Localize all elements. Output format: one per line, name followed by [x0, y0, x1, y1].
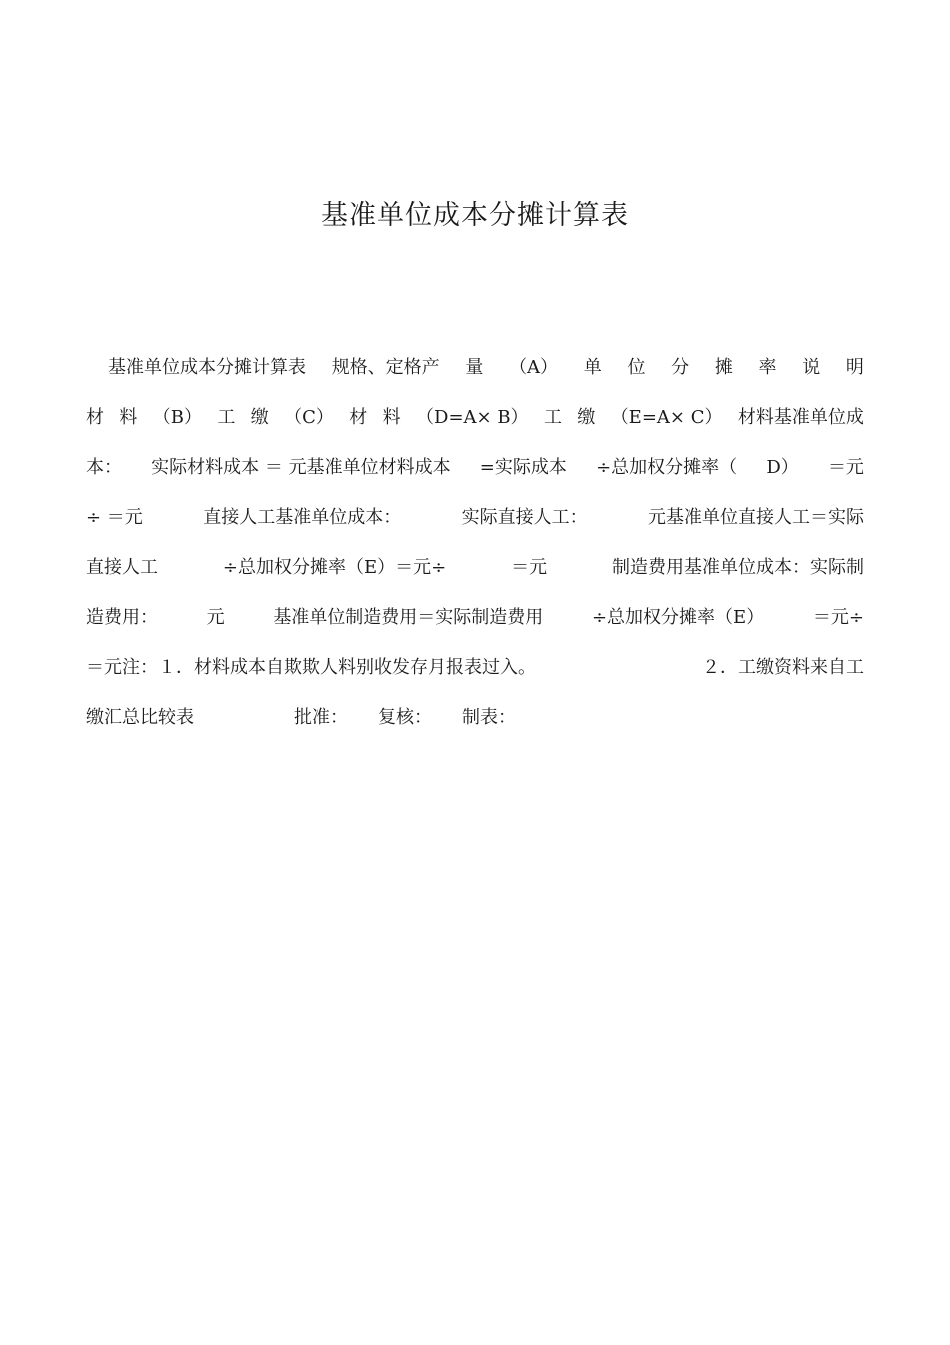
text-segment: 工 — [217, 407, 236, 428]
body-line-4 — [86, 493, 864, 543]
text-segment: 直接人工基准单位成本： — [203, 507, 402, 528]
text-segment: 缴 — [577, 407, 596, 428]
text-segment: 实际材料成本 ＝ 元基准单位材料成本 — [151, 457, 451, 478]
text-segment: 单 — [583, 357, 602, 378]
text-segment: （A） — [509, 357, 559, 378]
body-line-2 — [86, 393, 864, 443]
text-segment: 材料基准单位成 — [737, 407, 864, 428]
text-segment: 材 — [349, 407, 368, 428]
text-segment: （E=A× C） — [610, 407, 723, 428]
body-line-8 — [86, 693, 864, 743]
document-body — [86, 343, 864, 743]
text-segment: 元基准单位直接人工＝实际 — [647, 507, 864, 528]
text-segment: 材 — [86, 407, 104, 428]
document-title: 基准单位成本分摊计算表 — [321, 200, 629, 231]
text-segment: ２．工缴资料来自工 — [702, 657, 864, 678]
text-segment: 制造费用基准单位成本：实际制 — [611, 557, 864, 578]
text-segment: ÷ ＝元 — [86, 507, 143, 528]
approved-by-label: 批准： — [294, 707, 348, 728]
body-line-6 — [86, 593, 864, 643]
text-segment: ＝元 — [511, 557, 548, 578]
text-segment: 造费用： — [86, 607, 158, 628]
body-line-5 — [86, 543, 864, 593]
body-line-3 — [86, 443, 864, 493]
text-segment: 说 — [802, 357, 821, 378]
text-segment: 量 — [465, 357, 484, 378]
text-segment: ＝元 — [827, 457, 864, 478]
text-segment: ÷总加权分摊率（E）＝元÷ — [222, 557, 447, 578]
text-segment: ÷总加权分摊率（ — [596, 457, 738, 478]
text-segment: 直接人工 — [86, 557, 158, 578]
text-segment: （C） — [284, 407, 334, 428]
text-segment: 实际直接人工： — [461, 507, 588, 528]
text-segment: 本： — [86, 457, 122, 478]
body-line-7 — [86, 643, 864, 693]
text-segment: 料 — [119, 407, 138, 428]
text-segment: 基准单位成本分摊计算表 — [108, 357, 306, 378]
text-segment: 缴 — [250, 407, 269, 428]
text-segment: 率 — [758, 357, 777, 378]
text-segment: D） — [766, 457, 799, 478]
text-segment: （D=A× B） — [416, 407, 529, 428]
text-segment: =实际成本 — [479, 457, 567, 478]
text-segment: 元 — [206, 607, 225, 628]
text-segment: 规格、定格产 — [331, 357, 440, 378]
text-segment: ＝元÷ — [812, 607, 864, 628]
text-segment: ＝元注：１．材料成本自欺欺人料别收发存月报表过入。 — [86, 657, 536, 678]
text-segment: ÷总加权分摊率（E） — [591, 607, 765, 628]
text-segment: 摊 — [714, 357, 733, 378]
text-segment: 料 — [382, 407, 401, 428]
reviewed-by-label: 复核： — [378, 707, 432, 728]
text-segment: 分 — [671, 357, 690, 378]
text-segment: （B） — [152, 407, 202, 428]
body-line-1 — [86, 343, 864, 393]
text-segment: 基准单位制造费用＝实际制造费用 — [273, 607, 544, 628]
prepared-by-label: 制表： — [462, 707, 516, 728]
text-segment: 明 — [845, 357, 864, 378]
text-segment: 缴汇总比较表 — [86, 707, 194, 728]
text-segment: 工 — [543, 407, 562, 428]
text-segment: 位 — [627, 357, 646, 378]
